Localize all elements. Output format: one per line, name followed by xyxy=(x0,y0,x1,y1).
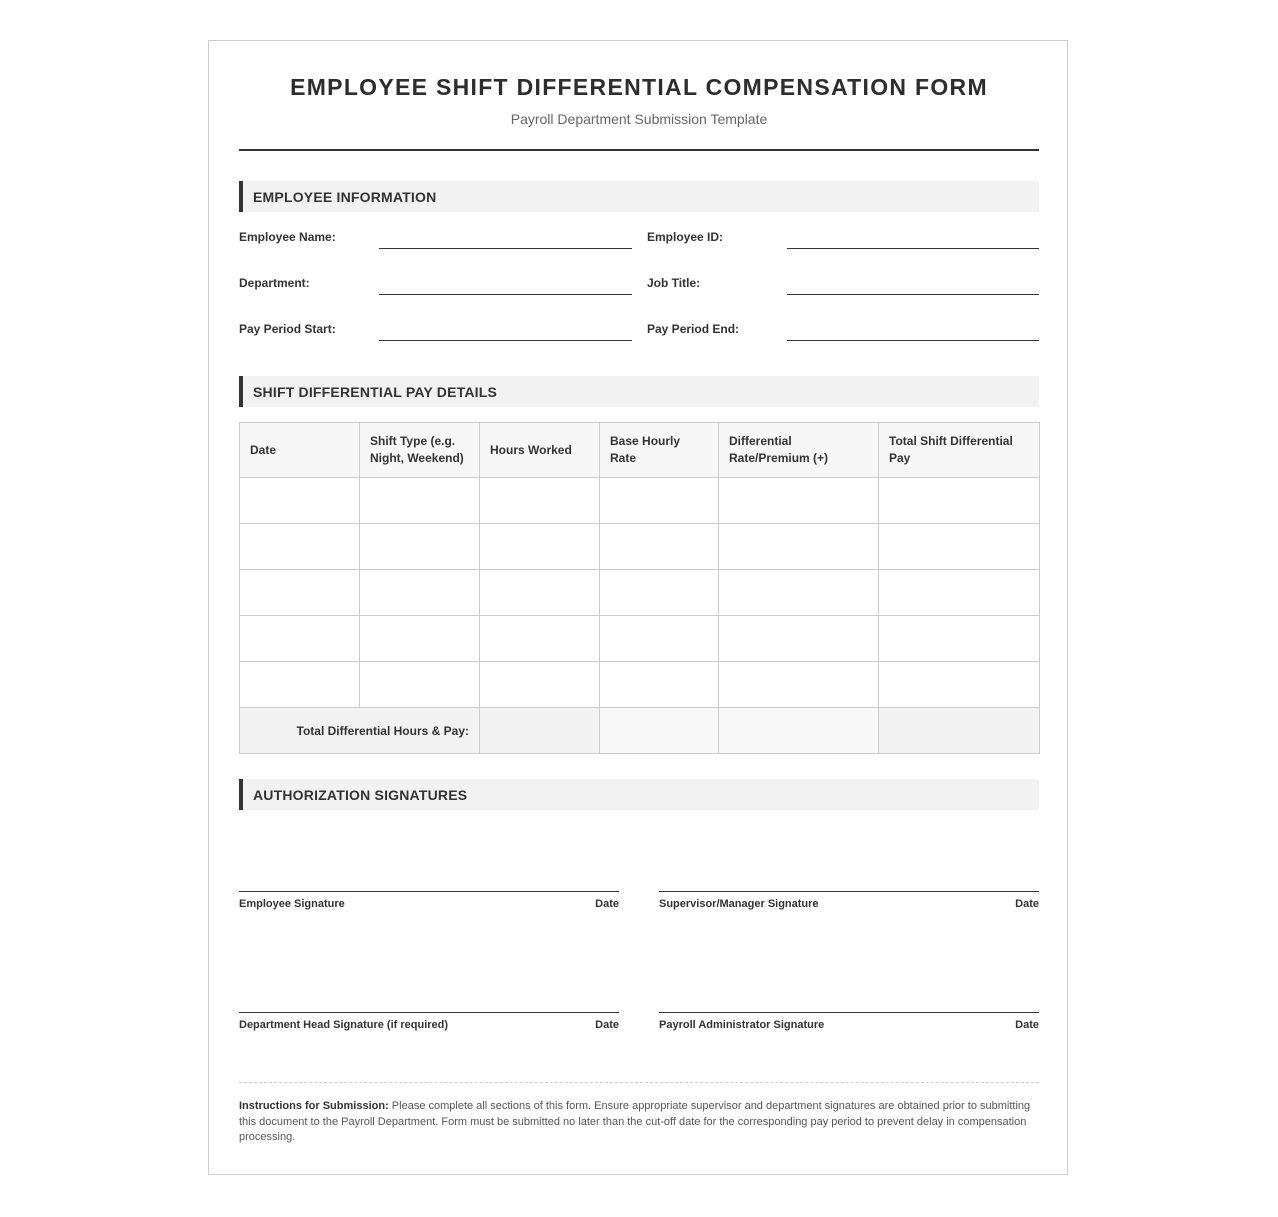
pay-period-end-label: Pay Period End: xyxy=(647,322,740,336)
table-cell[interactable] xyxy=(480,570,600,616)
employee-signature-label: Employee Signature xyxy=(239,898,345,910)
total-label: Total Differential Hours & Pay: xyxy=(240,708,480,754)
section-heading: SHIFT DIFFERENTIAL PAY DETAILS xyxy=(253,384,498,400)
table-cell[interactable] xyxy=(600,616,719,662)
employee-id-label: Employee ID: xyxy=(647,230,724,244)
total-pay-cell[interactable] xyxy=(879,708,1040,754)
employee-signature-line[interactable] xyxy=(239,891,619,892)
department-field[interactable] xyxy=(379,294,632,295)
employee-name-field[interactable] xyxy=(379,248,632,249)
supervisor-signature-label: Supervisor/Manager Signature xyxy=(659,898,819,910)
column-header-total-pay: Total Shift Differential Pay xyxy=(879,423,1040,478)
table-cell[interactable] xyxy=(480,478,600,524)
table-cell[interactable] xyxy=(719,524,879,570)
column-header-base-hourly-rate: Base Hourly Rate xyxy=(600,423,719,478)
department-head-signature-date-label: Date xyxy=(595,1019,619,1031)
employee-id-field[interactable] xyxy=(787,248,1039,249)
form-content xyxy=(239,41,1039,1176)
table-cell[interactable] xyxy=(240,616,360,662)
payroll-admin-signature-date-label: Date xyxy=(1015,1019,1039,1031)
job-title-field[interactable] xyxy=(787,294,1039,295)
column-header-hours-worked: Hours Worked xyxy=(480,423,600,478)
table-cell[interactable] xyxy=(240,570,360,616)
form-title: EMPLOYEE SHIFT DIFFERENTIAL COMPENSATION FORM xyxy=(290,74,988,100)
table-cell[interactable] xyxy=(719,616,879,662)
table-cell[interactable] xyxy=(879,524,1040,570)
department-head-signature-label: Department Head Signature (if required) xyxy=(239,1019,449,1031)
section-heading: AUTHORIZATION SIGNATURES xyxy=(253,787,468,803)
title-divider xyxy=(239,149,1039,151)
table-cell[interactable] xyxy=(600,570,719,616)
pay-period-start-label: Pay Period Start: xyxy=(239,322,336,336)
table-cell[interactable] xyxy=(240,478,360,524)
employee-name-label: Employee Name: xyxy=(239,230,336,244)
table-cell[interactable] xyxy=(879,570,1040,616)
instructions-body: Please complete all sections of this form. Ensure appropriate supervisor and department signatures are obtained prior to submitting this document to the Payroll Department. Form must be submitted no later than the cut-off date for the corresponding pay period to prevent delay in compensation processing. xyxy=(239,1100,1031,1143)
section-heading: EMPLOYEE INFORMATION xyxy=(253,189,437,205)
table-cell[interactable] xyxy=(360,570,480,616)
table-header-row xyxy=(240,423,1040,478)
table-row xyxy=(240,478,1040,524)
job-title-label: Job Title: xyxy=(647,276,701,290)
table-cell[interactable] xyxy=(719,570,879,616)
employee-signature-date-label: Date xyxy=(595,898,619,910)
table-cell[interactable] xyxy=(240,524,360,570)
table-row xyxy=(240,570,1040,616)
instructions-label: Instructions for Submission: xyxy=(239,1100,389,1112)
table-cell[interactable] xyxy=(719,662,879,708)
column-header-differential-rate: Differential Rate/Premium (+) xyxy=(719,423,879,478)
column-header-date: Date xyxy=(240,423,360,478)
total-cell[interactable] xyxy=(719,708,879,754)
form-subtitle: Payroll Department Submission Template xyxy=(510,111,768,127)
pay-period-start-field[interactable] xyxy=(379,340,632,341)
department-head-signature-line[interactable] xyxy=(239,1012,619,1013)
payroll-admin-signature-line[interactable] xyxy=(659,1012,1039,1013)
form-page xyxy=(208,40,1068,1175)
pay-period-end-field[interactable] xyxy=(787,340,1039,341)
table-cell[interactable] xyxy=(480,662,600,708)
table-cell[interactable] xyxy=(360,524,480,570)
payroll-admin-signature-label: Payroll Administrator Signature xyxy=(659,1019,825,1031)
column-header-shift-type: Shift Type (e.g. Night, Weekend) xyxy=(360,423,480,478)
shift-differential-table xyxy=(239,422,1040,754)
table-cell[interactable] xyxy=(600,524,719,570)
table-cell[interactable] xyxy=(360,616,480,662)
table-cell[interactable] xyxy=(600,478,719,524)
supervisor-signature-date-label: Date xyxy=(1015,898,1039,910)
table-cell[interactable] xyxy=(360,478,480,524)
table-cell[interactable] xyxy=(480,524,600,570)
instructions-text xyxy=(239,1099,1039,1146)
total-hours-cell[interactable] xyxy=(480,708,600,754)
department-label: Department: xyxy=(239,276,310,290)
table-cell[interactable] xyxy=(879,478,1040,524)
table-cell[interactable] xyxy=(360,662,480,708)
table-row xyxy=(240,616,1040,662)
table-row xyxy=(240,662,1040,708)
table-total-row xyxy=(240,708,1040,754)
instructions-divider xyxy=(239,1082,1039,1083)
table-row xyxy=(240,524,1040,570)
total-cell[interactable] xyxy=(600,708,719,754)
section-employee-information xyxy=(239,181,1039,212)
section-pay-details xyxy=(239,376,1039,407)
table-cell[interactable] xyxy=(600,662,719,708)
section-authorization-signatures xyxy=(239,779,1039,810)
table-cell[interactable] xyxy=(240,662,360,708)
table-cell[interactable] xyxy=(879,616,1040,662)
table-cell[interactable] xyxy=(719,478,879,524)
table-cell[interactable] xyxy=(480,616,600,662)
supervisor-signature-line[interactable] xyxy=(659,891,1039,892)
table-cell[interactable] xyxy=(879,662,1040,708)
